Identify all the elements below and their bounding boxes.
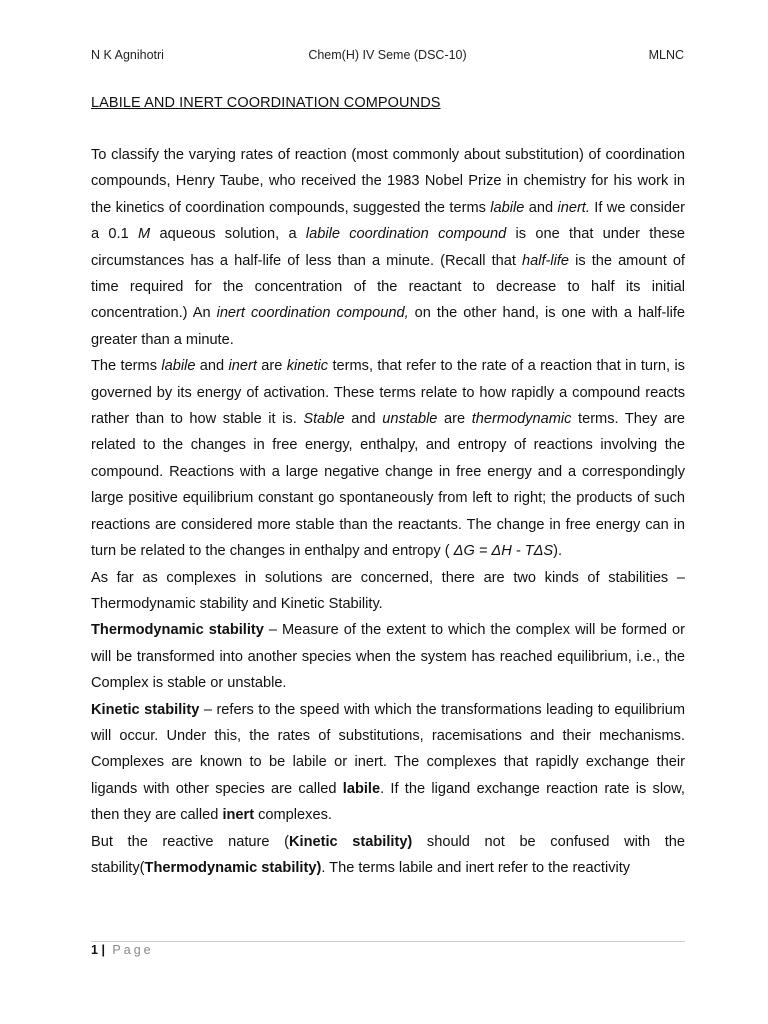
text-run: are [256,358,287,375]
term-labile: labile [161,358,196,375]
text-run: terms, that refer to the rate of a reaction that in turn, is governed by its energy of activation. These terms relate to how rapidly a compound reacts rather than to how stable it is. [91,358,685,428]
term-kinetic-stability: Kinetic stability [91,701,200,718]
paragraph-intro [91,142,685,353]
term-labile: labile [490,199,525,216]
page-label: Page [112,943,154,957]
term-thermodynamic-stability: Thermodynamic stability) [144,859,322,876]
term-thermodynamic-stability: Thermodynamic stability [91,622,264,639]
term-molar: M [138,226,151,243]
text-run: and [344,411,383,428]
term-stable: Stable [303,411,345,428]
header-institution: MLNC [648,48,684,62]
gibbs-equation: ΔG = ΔH - TΔS [453,543,554,560]
footer-separator: | [101,943,105,957]
term-inert: inert [228,358,257,375]
paragraph-thermodynamic-stability [91,617,685,696]
text-run: and [195,358,229,375]
text-run: aqueous solution, a [150,226,306,243]
footer-divider [91,941,685,942]
page-footer [91,943,154,957]
term-kinetic-stability: Kinetic stability) [289,833,413,850]
header-course: Chem(H) IV Seme (DSC-10) [308,48,467,62]
page-number: 1 [91,943,98,957]
paragraph-kinetic-vs-thermodynamic [91,353,685,564]
term-inert-coordination-compound: inert coordination compound, [216,305,409,322]
paragraph-two-stabilities [91,565,685,618]
term-unstable: unstable [382,411,438,428]
text-run: But the reactive nature ( [91,833,290,850]
text-run: . The terms labile and inert refer to the reactivity [321,859,631,876]
text-run: – Measure of the extent to which the complex will be formed or will be transformed into another species when the system has reached equilibrium, i.e., the Complex is stable or unstable. [91,622,685,692]
term-thermodynamic: thermodynamic [471,411,572,428]
text-run: As far as complexes in solutions are concerned, there are two kinds of stabilities – Thermodynamic stability and Kinetic Stability. [91,569,685,612]
paragraph-kinetic-stability [91,697,685,829]
header-author: N K Agnihotri [91,48,164,62]
text-run: and [524,199,558,216]
term-labile-coordination-compound: labile coordination compound [305,226,507,243]
text-run: terms. They are related to the changes in free energy, enthalpy, and entropy of reactions involving the compound. Reactions with a large negative change in free energy and a correspondingly large positive equilibrium constant go spontaneously from left to right; the products of such reactions are considered more stable than the reactants. The change in free energy can in turn be related to the changes in enthalpy and entropy ( [91,411,685,560]
text-run: – refers to the speed with which the transformations leading to equilibrium will occur. Under this, the rates of substitutions, racemisations and their mechanisms. Complexes are known to be labile or inert. The complexes that rapidly exchange their ligands with other species are called [91,701,685,797]
text-run: ). [553,543,563,560]
text-run: complexes. [254,807,332,824]
text-run: are [437,411,472,428]
text-run: If we consider a 0.1 [91,199,685,243]
term-half-life: half-life [521,252,570,269]
term-inert: inert. [557,199,590,216]
term-kinetic: kinetic [286,358,329,375]
term-inert: inert [222,807,255,824]
text-run: on the other hand, is one with a half-life greater than a minute. [91,305,685,348]
page-header [91,48,684,66]
text-run: The terms [91,358,162,375]
text-run: . If the ligand exchange reaction rate is slow, then they are called [91,780,685,824]
paragraph-reactive-nature [91,829,685,882]
text-run: is the amount of time required for the concentration of the reactant to decrease to half its initial concentration.) An [91,252,685,322]
document-title: LABILE AND INERT COORDINATION COMPOUNDS [91,95,441,111]
text-run: To classify the varying rates of reaction (most commonly about substitution) of coordination compounds, Henry Taube, who received the 1983 Nobel Prize in chemistry for his work in the kinetics of coordination compounds, suggested the terms [91,147,685,216]
term-labile: labile [342,780,381,797]
text-run: should not be confused with the stability( [91,833,686,876]
text-run: is one that under these circumstances has a half-life of less than a minute. (Recall that [91,226,686,269]
document-body [91,142,685,881]
